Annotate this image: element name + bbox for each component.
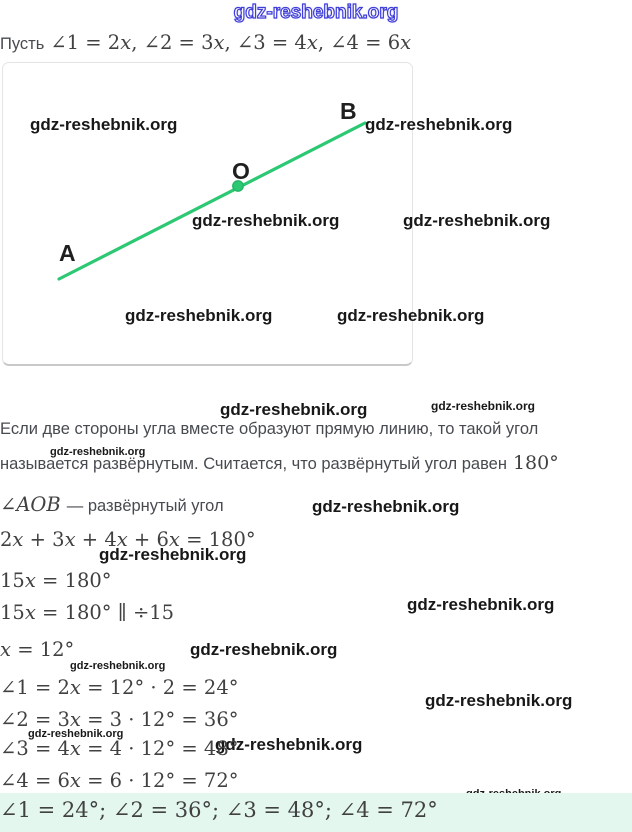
equation-sum: 2x + 3x + 4x + 6x = 180° xyxy=(0,528,256,551)
watermark: gdz-reshebnik.org xyxy=(220,400,368,419)
watermark: gdz-reshebnik.org xyxy=(215,735,363,754)
equation-angle-2: ∠2 = 3x = 3 · 12° = 36° xyxy=(0,708,239,731)
label-A: A xyxy=(59,240,76,266)
explanation-math-180: 180° xyxy=(512,452,559,474)
statement-math: ∠1 = 2x, ∠2 = 3x, ∠3 = 4x, ∠4 = 6x xyxy=(50,31,412,54)
explanation-text-2: называется развёрнутым. Считается, что развёрнутый угол равен xyxy=(0,455,507,473)
explanation-line-2 xyxy=(0,452,559,474)
line-AB xyxy=(59,123,365,279)
watermark: gdz-reshebnik.org xyxy=(28,728,124,740)
aob-math: ∠AOB xyxy=(0,493,61,516)
watermark: gdz-reshebnik.org xyxy=(403,211,551,230)
problem-statement xyxy=(0,31,411,54)
site-watermark-top: gdz-reshebnik.org xyxy=(233,2,399,23)
watermark: gdz-reshebnik.org xyxy=(431,399,536,413)
equation-angle-1: ∠1 = 2x = 12° · 2 = 24° xyxy=(0,676,239,699)
watermark: gdz-reshebnik.org xyxy=(190,640,338,659)
aob-statement xyxy=(0,493,224,516)
label-B: B xyxy=(340,98,357,124)
watermark: gdz-reshebnik.org xyxy=(365,115,513,134)
watermark: gdz-reshebnik.org xyxy=(192,211,340,230)
label-O: O xyxy=(232,158,250,184)
equation-angle-3: ∠3 = 4x = 4 · 12° = 48° xyxy=(0,737,239,760)
aob-text: — развёрнутый угол xyxy=(66,497,224,515)
watermark: gdz-reshebnik.org xyxy=(30,115,178,134)
equation-15x: 15x = 180° xyxy=(0,569,112,592)
watermark: gdz-reshebnik.org xyxy=(99,545,247,564)
watermark: gdz-reshebnik.org xyxy=(70,660,166,672)
watermark: gdz-reshebnik.org xyxy=(312,497,460,516)
watermark: gdz-reshebnik.org xyxy=(407,595,555,614)
equation-angle-4: ∠4 = 6x = 6 · 12° = 72° xyxy=(0,769,239,792)
watermark: gdz-reshebnik.org xyxy=(425,691,573,710)
final-answer: ∠1 = 24°; ∠2 = 36°; ∠3 = 48°; ∠4 = 72° xyxy=(0,798,438,822)
statement-prefix: Пусть xyxy=(0,35,45,53)
equation-x-value: x = 12° xyxy=(0,638,75,661)
explanation-text-1: Если две стороны угла вместе образуют прямую линию, то такой угол xyxy=(0,420,539,438)
watermark: gdz-reshebnik.org xyxy=(50,446,146,458)
watermark: gdz-reshebnik.org xyxy=(337,306,485,325)
explanation-line-1 xyxy=(0,420,538,439)
equation-divide: 15x = 180° ∥ ÷15 xyxy=(0,601,175,624)
watermark: gdz-reshebnik.org xyxy=(125,306,273,325)
answer-highlight-bar xyxy=(0,793,632,832)
